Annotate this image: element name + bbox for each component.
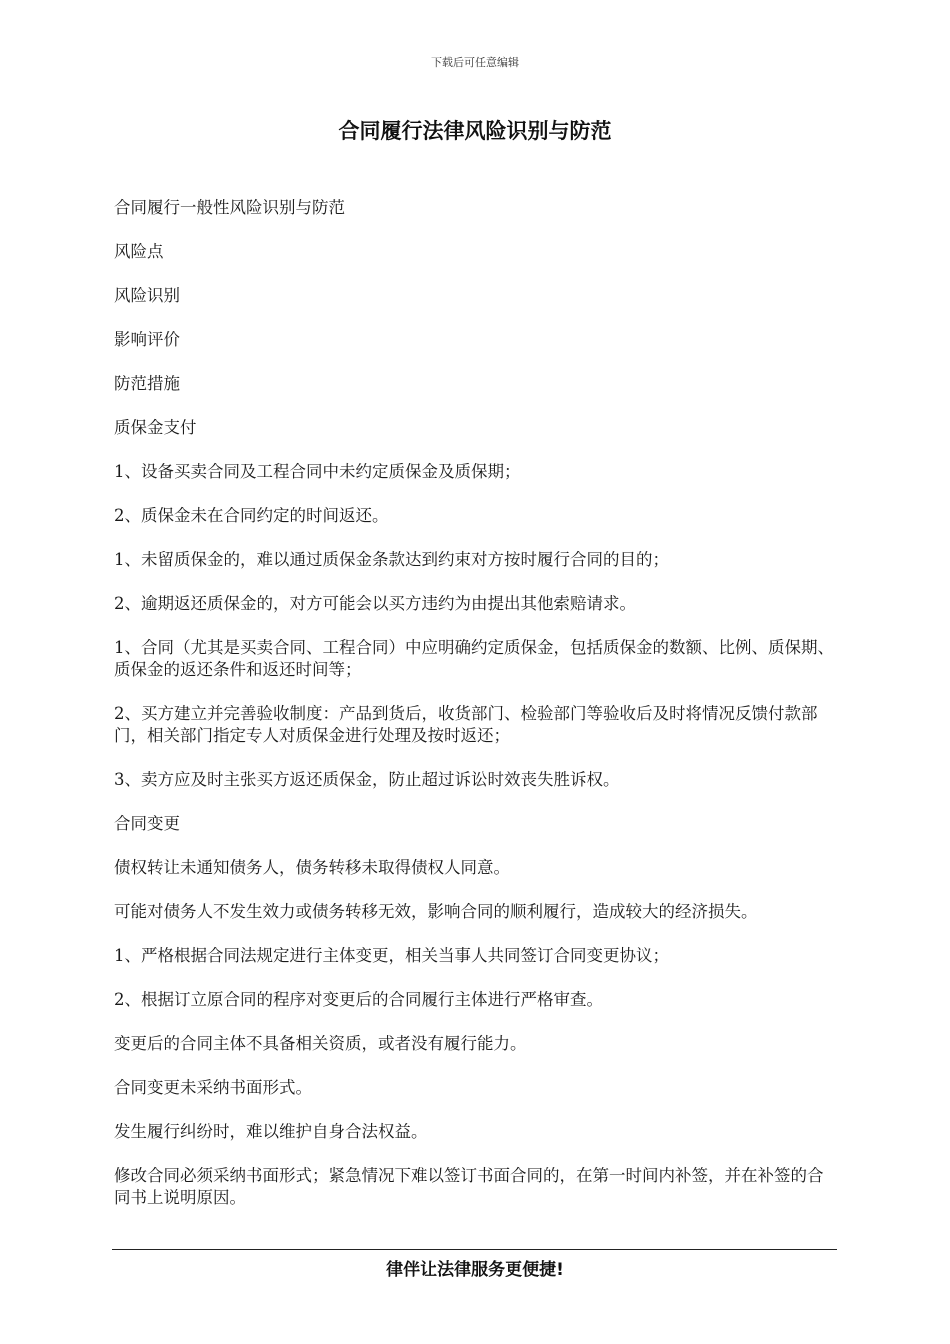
paragraph: 合同履行一般性风险识别与防范	[114, 198, 345, 217]
paragraph: 影响评价	[114, 330, 180, 349]
paragraph: 2、根据订立原合同的程序对变更后的合同履行主体进行严格审查。	[114, 990, 603, 1009]
document-title: 合同履行法律风险识别与防范	[338, 119, 612, 143]
paragraph: 风险识别	[114, 286, 180, 305]
paragraph: 合同变更未采纳书面形式。	[114, 1078, 312, 1097]
paragraph: 防范措施	[114, 374, 180, 393]
paragraph: 质保金支付	[114, 418, 197, 437]
paragraph: 2、买方建立并完善验收制度：产品到货后，收货部门、检验部门等验收后及时将情况反馈付款部门，相关部门指定专人对质保金进行处理及按时返还；	[114, 704, 818, 745]
paragraph: 1、未留质保金的，难以通过质保金条款达到约束对方按时履行合同的目的；	[114, 550, 669, 569]
footer-slogan: 律伴让法律服务更便捷!	[386, 1260, 564, 1280]
paragraph: 3、卖方应及时主张买方返还质保金，防止超过诉讼时效丧失胜诉权。	[114, 770, 620, 789]
paragraph: 1、严格根据合同法规定进行主体变更，相关当事人共同签订合同变更协议；	[114, 946, 669, 965]
paragraph: 变更后的合同主体不具备相关资质，或者没有履行能力。	[114, 1034, 527, 1053]
paragraph: 可能对债务人不发生效力或债务转移无效，影响合同的顺利履行，造成较大的经济损失。	[114, 902, 758, 921]
paragraph: 2、逾期返还质保金的，对方可能会以买方违约为由提出其他索赔请求。	[114, 594, 636, 613]
paragraph: 债权转让未通知债务人，债务转移未取得债权人同意。	[114, 858, 510, 877]
paragraph: 1、设备买卖合同及工程合同中未约定质保金及质保期；	[114, 462, 521, 481]
footer-divider	[112, 1249, 837, 1250]
paragraph: 1、合同（尤其是买卖合同、工程合同）中应明确约定质保金，包括质保金的数额、比例、质保期、质保金的返还条件和返还时间等；	[114, 638, 834, 679]
paragraph: 2、质保金未在合同约定的时间返还。	[114, 506, 389, 525]
header-note: 下载后可任意编辑	[431, 56, 519, 69]
paragraph: 合同变更	[114, 814, 180, 833]
paragraph: 发生履行纠纷时，难以维护自身合法权益。	[114, 1122, 428, 1141]
paragraph: 修改合同必须采纳书面形式；紧急情况下难以签订书面合同的，在第一时间内补签，并在补签的合同书上说明原因。	[114, 1166, 824, 1207]
paragraph: 风险点	[114, 242, 164, 261]
document-body	[114, 197, 836, 1231]
